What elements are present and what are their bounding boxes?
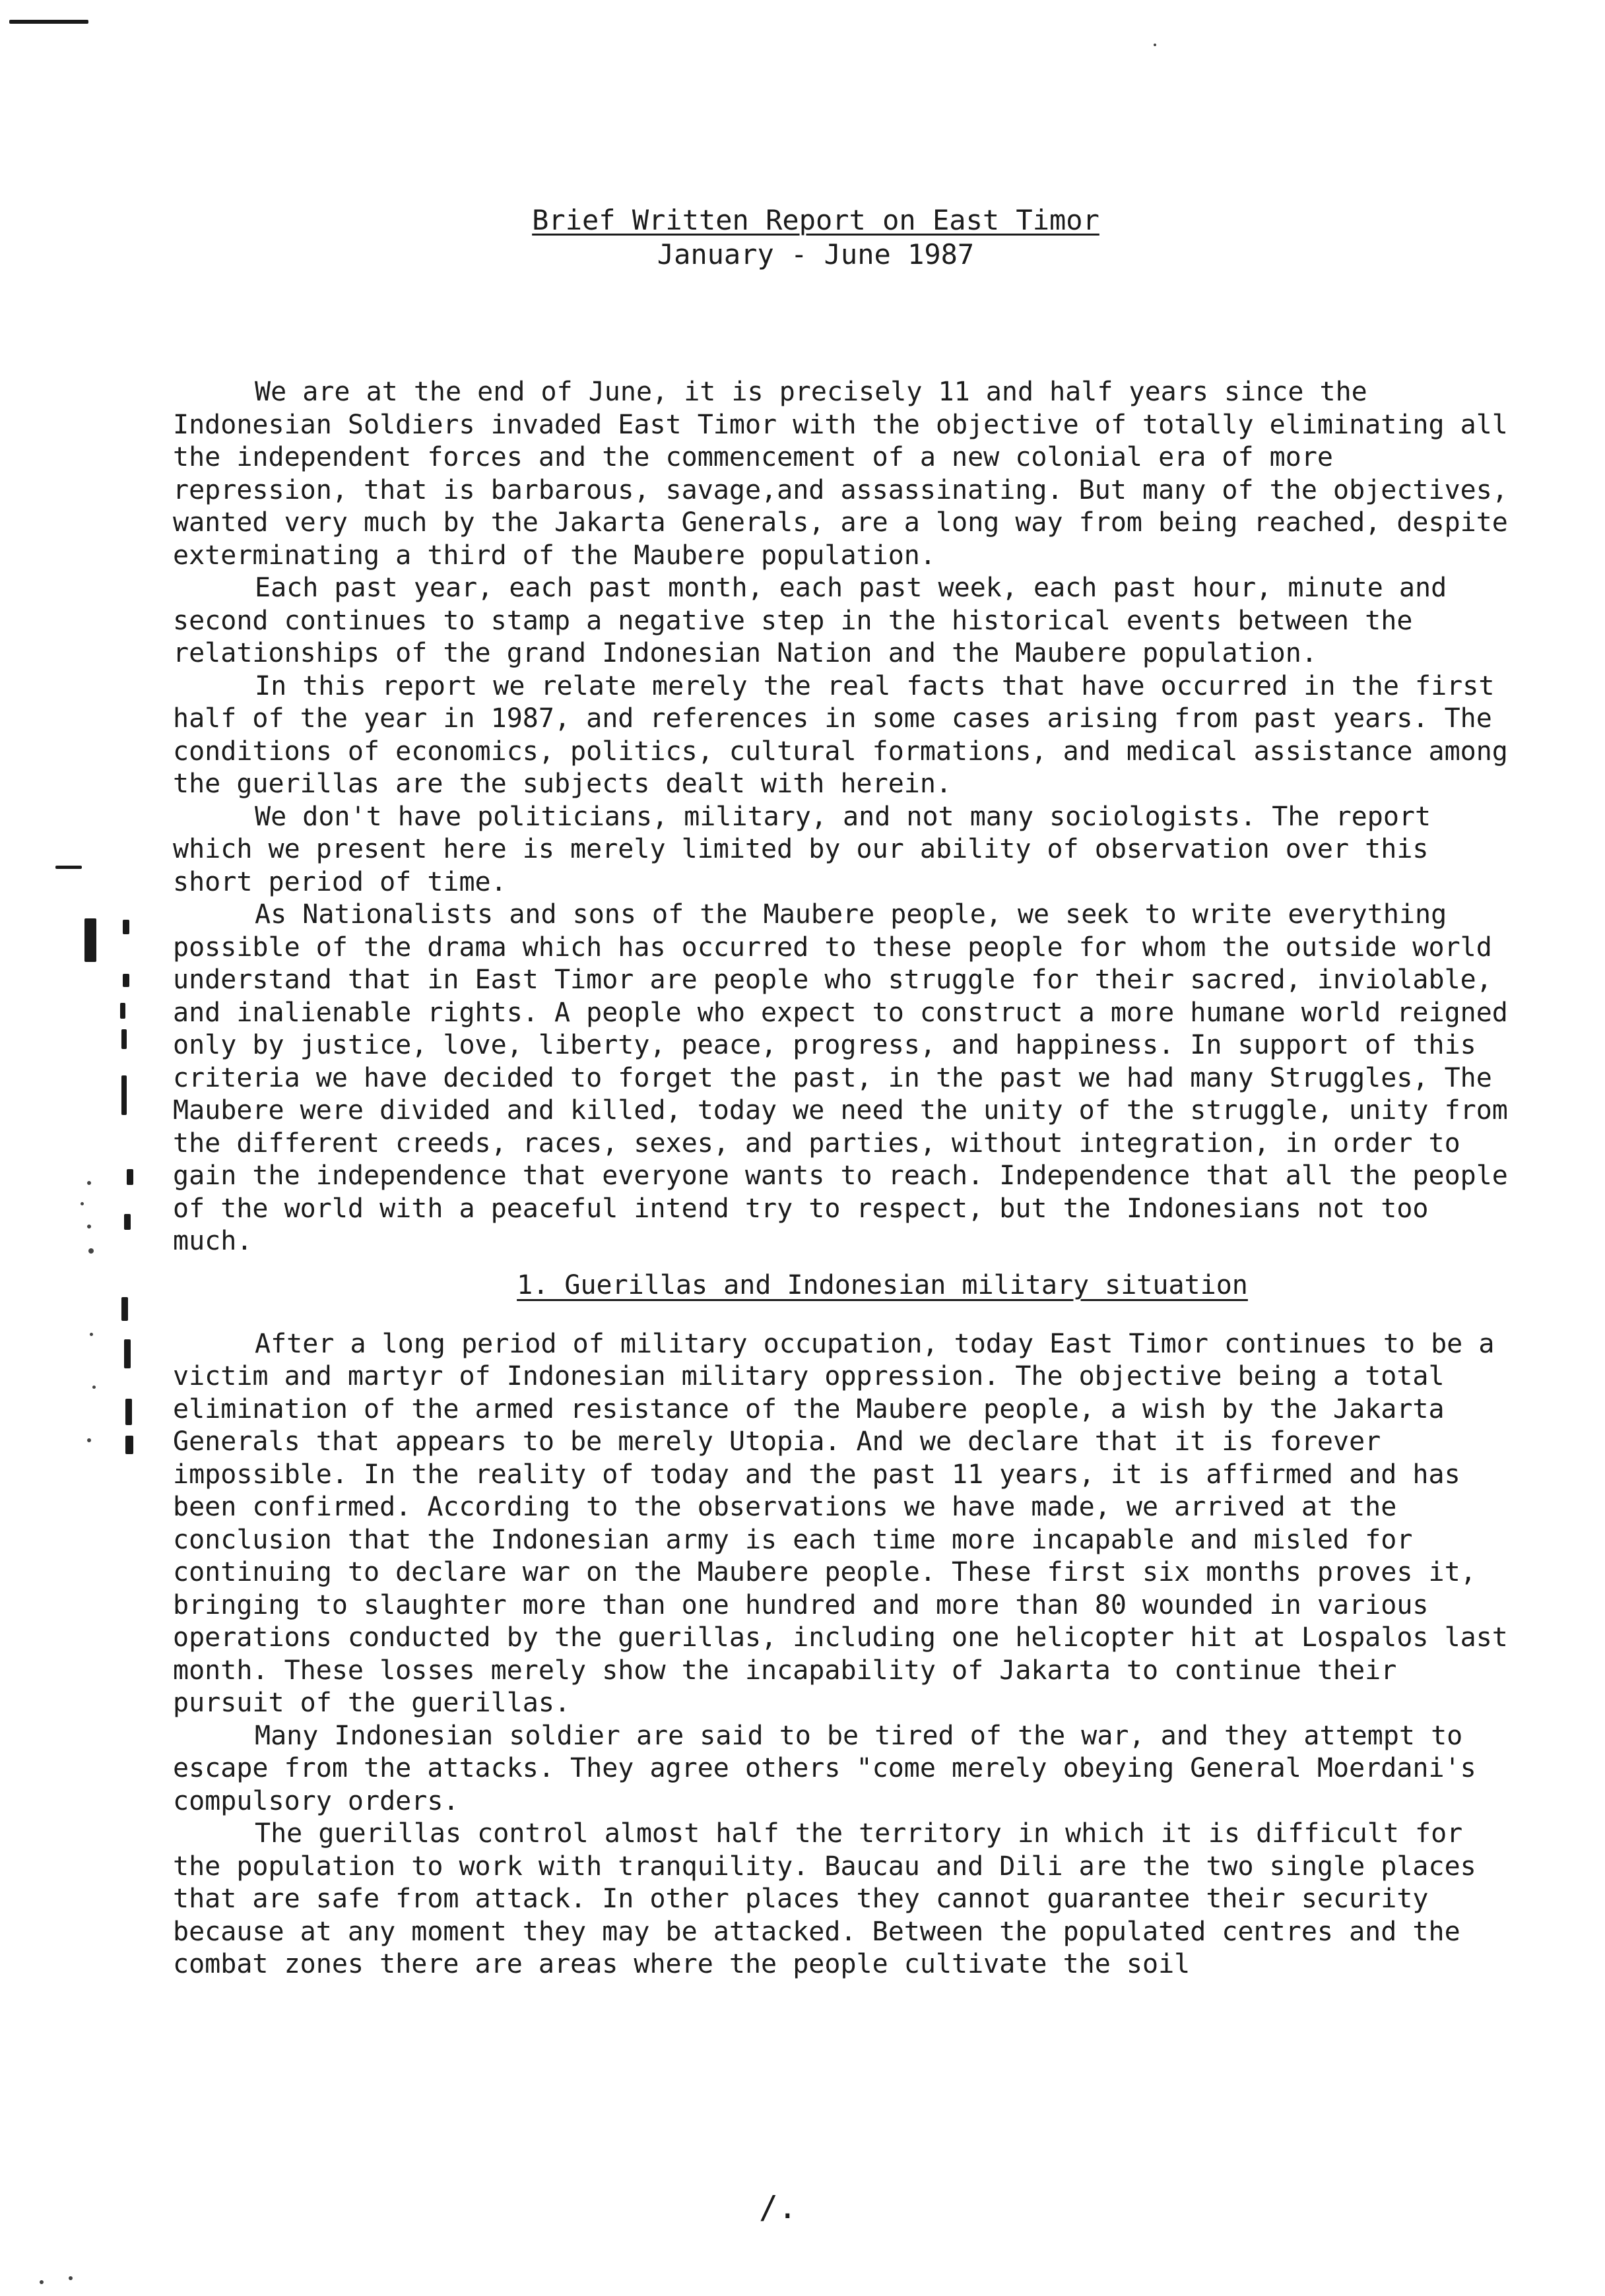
paragraph: Many Indonesian soldier are said to be tired of the war, and they attempt to escape from the attacks. They agree others "come merely obeying General Moerdani's compulsory orders. [173, 1720, 1476, 1816]
scan-dot [87, 1225, 91, 1228]
scan-artifact-margin-4 [123, 974, 129, 987]
scan-artifact-margin-7 [121, 1075, 127, 1115]
scan-artifact-margin-10 [121, 1297, 128, 1321]
document-subtitle: January - June 1987 [657, 238, 975, 271]
paragraph: We don't have politicians, military, and not many sociologists. The report which we present here is merely limited by our ability of observation over this short period of time. [173, 801, 1431, 897]
scan-artifact-top-left [9, 20, 88, 24]
scan-artifact-margin-8 [127, 1169, 133, 1185]
page-continuation-mark: /. [759, 2189, 797, 2226]
scan-dot [40, 2280, 44, 2284]
scan-dot [69, 2276, 73, 2280]
document-header [0, 203, 1605, 272]
paragraph: We are at the end of June, it is precisely 11 and half years since the Indonesian Soldiers invaded East Timor with the objective of totally eliminating all the independent forces and the commencement of a new colonial era of more repression, that is barbarous, savage,and assassinating. But many of the objectives, wanted very much by the Jakarta Generals, are a long way from being reached, despite exterminating a third of the Maubere population. [173, 377, 1508, 571]
paragraph: In this report we relate merely the real facts that have occurred in the first half of the year in 1987, and references in some cases arising from past years. The conditions of economics, politics, cultural formations, and medical assistance among the guerillas are the subjects dealt with herein. [173, 670, 1508, 799]
scan-artifact-margin-2 [84, 918, 96, 962]
scan-dot [81, 1202, 84, 1205]
scan-artifact-margin-11 [124, 1339, 131, 1368]
scan-artifact-margin-5 [120, 1003, 125, 1019]
scan-dot [92, 1386, 96, 1389]
scan-artifact-margin-9 [124, 1214, 131, 1230]
section-heading [173, 1269, 1513, 1302]
paragraph: After a long period of military occupation, today East Timor continues to be a victim and martyr of Indonesian military oppression. The objective being a total elimination of the armed resistance of the Maubere people, a wish by the Jakarta Generals that appears to be merely Utopia. And we declare that it is forever impossible. In the reality of today and the past 11 years, it is affirmed and has been confirmed. According to the observations we have made, we arrived at the conclusion that the Indonesian army is each time more incapable and misled for continuing to declare war on the Maubere people. These first six months proves it, bringing to slaughter more than one hundred and more than 80 wounded in various operations conducted by the guerillas, including one helicopter hit at Lospalos last month. These losses merely show the incapability of Jakarta to continue their pursuit of the guerillas. [173, 1328, 1508, 1718]
document-title: Brief Written Report on East Timor [532, 204, 1099, 236]
scan-dot [87, 1438, 91, 1442]
scan-dot [88, 1248, 94, 1254]
scan-dot [1154, 44, 1156, 46]
scan-artifact-margin-1 [55, 866, 82, 869]
section-heading-text: 1. Guerillas and Indonesian military situation [517, 1269, 1248, 1300]
scan-dot [87, 1181, 91, 1185]
scan-dot [90, 1333, 93, 1336]
scan-artifact-margin-3 [123, 920, 129, 934]
scan-artifact-margin-13 [125, 1436, 133, 1454]
document-body [173, 376, 1513, 1981]
scan-artifact-margin-12 [125, 1399, 132, 1425]
scan-artifact-margin-6 [121, 1029, 127, 1049]
paragraph: The guerillas control almost half the territory in which it is difficult for the population to work with tranquility. Baucau and Dili are the two single places that are safe from attack. In other places they cannot guarantee their security because at any moment they may be attacked. Between the populated centres and the combat zones there are areas where the people cultivate the soil [173, 1818, 1476, 1979]
paragraph: Each past year, each past month, each past week, each past hour, minute and second continues to stamp a negative step in the historical events between the relationships of the grand Indonesian Nation and the Maubere population. [173, 573, 1447, 668]
paragraph: As Nationalists and sons of the Maubere people, we seek to write everything possible of the drama which has occurred to these people for whom the outside world understand that in East Timor are people who struggle for their sacred, inviolable, and inalienable rights. A people who expect to construct a more humane world reigned only by justice, love, liberty, peace, progress, and happiness. In support of this criteria we have decided to forget the past, in the past we had many Struggles, The Maubere were divided and killed, today we need the unity of the struggle, unity from the different creeds, races, sexes, and parties, without integration, in order to gain the independence that everyone wants to reach. Independence that all the people of the world with a peaceful intend try to respect, but the Indonesians not too much. [173, 899, 1508, 1256]
